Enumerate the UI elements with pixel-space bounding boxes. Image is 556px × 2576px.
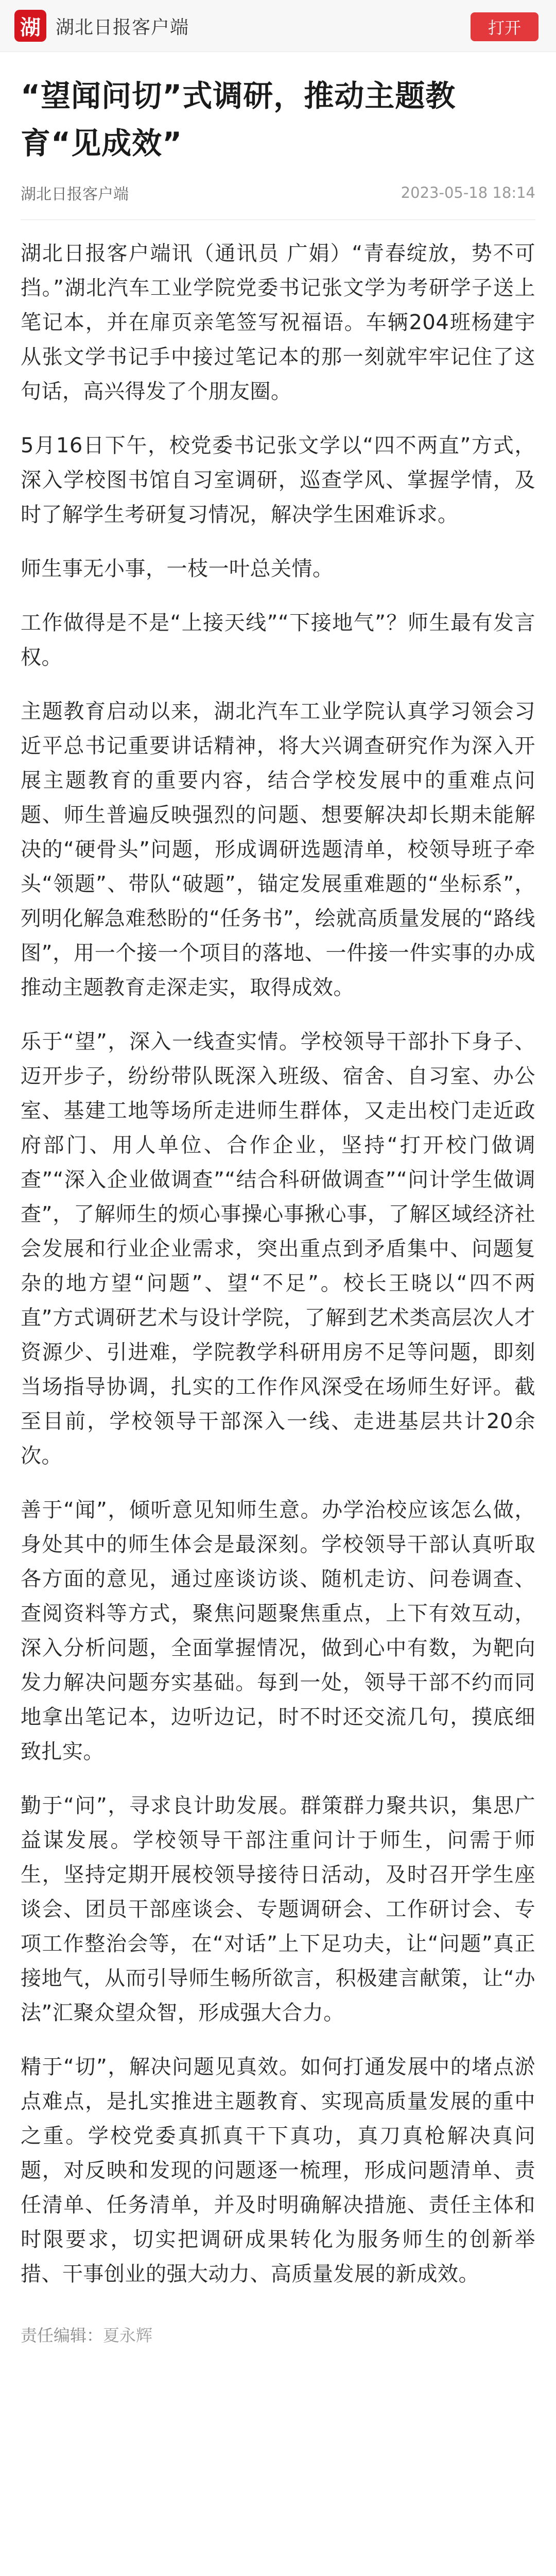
app-name: 湖北日报客户端	[56, 16, 189, 38]
article-paragraph: 主题教育启动以来，湖北汽车工业学院认真学习领会习近平总书记重要讲话精神，将大兴调查研究作为深入开展主题教育的重要内容，结合学校发展中的重难点问题、师生普遍反映强烈的问题、想要解决却长期未能解决的“硬骨头”问题，形成调研选题清单，校领导班子牵头“领题”、带队“破题”，锚定发展重难题的“坐标系”，列明化解急难愁盼的“任务书”，绘就高质量发展的“路线图”，用一个接一个项目的落地、一件接一件实事的办成推动主题教育走深走实，取得成效。	[21, 700, 535, 999]
article-paragraph: 乐于“望”，深入一线查实情。学校领导干部扑下身子、迈开步子，纷纷带队既深入班级、宿舍、自习室、办公室、基建工地等场所走进师生群体，又走出校门走近政府部门、用人单位、合作企业，坚持“打开校门做调查”“深入企业做调查”“结合科研做调查”“问计学生做调查”，了解师生的烦心事操心事揪心事，了解区域经济社会发展和行业企业需求，突出重点到矛盾集中、问题复杂的地方望“问题”、望“不足”。校长王晓以“四不两直”方式调研艺术与设计学院，了解到艺术类高层次人才资源少、引进难，学院教学科研用房不足等问题，即刻当场指导协调，扎实的工作作风深受在场师生好评。截至目前，学校领导干部深入一线、走进基层共计20余次。	[21, 1030, 535, 1468]
article-title: “望闻问切”式调研，推动主题教育“见成效”	[21, 78, 456, 161]
article-paragraph: 工作做得是不是“上接天线”“下接地气”？师生最有发言权。	[21, 611, 535, 669]
open-app-button[interactable]: 打开	[471, 12, 538, 41]
editor-name: 夏永辉	[103, 2326, 153, 2345]
article-paragraph: 精于“切”，解决问题见真效。如何打通发展中的堵点淤点难点，是扎实推进主题教育、实现高质量发展的重中之重。学校党委真抓真干下真功，真刀真枪解决真问题，对反映和发现的问题逐一梳理，形成问题清单、责任清单、任务清单，并及时明确解决措施、责任主体和时限要求，切实把调研成果转化为服务师生的创新举措、干事创业的强大动力、高质量发展的新成效。	[21, 2055, 535, 2286]
article-paragraph: 湖北日报客户端讯（通讯员 广娟）“青春绽放，势不可挡。”湖北汽车工业学院党委书记张文学为考研学子送上笔记本，并在扉页亲笔签写祝福语。车辆204班杨建宇从张文学书记手中接过笔记本的那一刻就牢牢记住了这句话，高兴得发了个朋友圈。	[21, 242, 535, 403]
article-paragraph: 勤于“问”，寻求良计助发展。群策群力聚共识，集思广益谋发展。学校领导干部注重问计于师生，问需于师生，坚持定期开展校领导接待日活动，及时召开学生座谈会、团员干部座谈会、专题调研会、工作研讨会、专项工作整治会等，在“对话”上下足功夫，让“问题”真正接地气，从而引导师生畅所欲言，积极建言献策，让“办法”汇聚众望众智，形成强大合力。	[21, 1794, 535, 2025]
article-source: 湖北日报客户端	[21, 185, 129, 204]
divider	[21, 219, 535, 220]
article-timestamp: 2023-05-18 18:14	[401, 184, 535, 201]
app-logo-icon: 湖	[14, 10, 46, 42]
article-editor	[21, 2323, 535, 2346]
article	[21, 72, 535, 2346]
article-paragraph: 师生事无小事，一枝一叶总关情。	[21, 557, 334, 581]
editor-label: 责任编辑：	[21, 2326, 103, 2345]
article-paragraph: 善于“闻”，倾听意见知师生意。办学治校应该怎么做，身处其中的师生体会是最深刻。学校领导干部认真听取各方面的意见，通过座谈访谈、随机走访、问卷调查、查阅资料等方式，聚焦问题聚焦重点，上下有效互动，深入分析问题，全面掌握情况，做到心中有数，为靶向发力解决问题夯实基础。每到一处，领导干部不约而同地拿出笔记本，边听边记，时不时还交流几句，摸底细致扎实。	[21, 1498, 535, 1764]
app-top-bar	[0, 0, 556, 52]
article-paragraph: 5月16日下午，校党委书记张文学以“四不两直”方式，深入学校图书馆自习室调研，巡查学风、掌握学情，及时了解学生考研复习情况，解决学生困难诉求。	[21, 434, 535, 527]
article-meta	[21, 181, 535, 204]
